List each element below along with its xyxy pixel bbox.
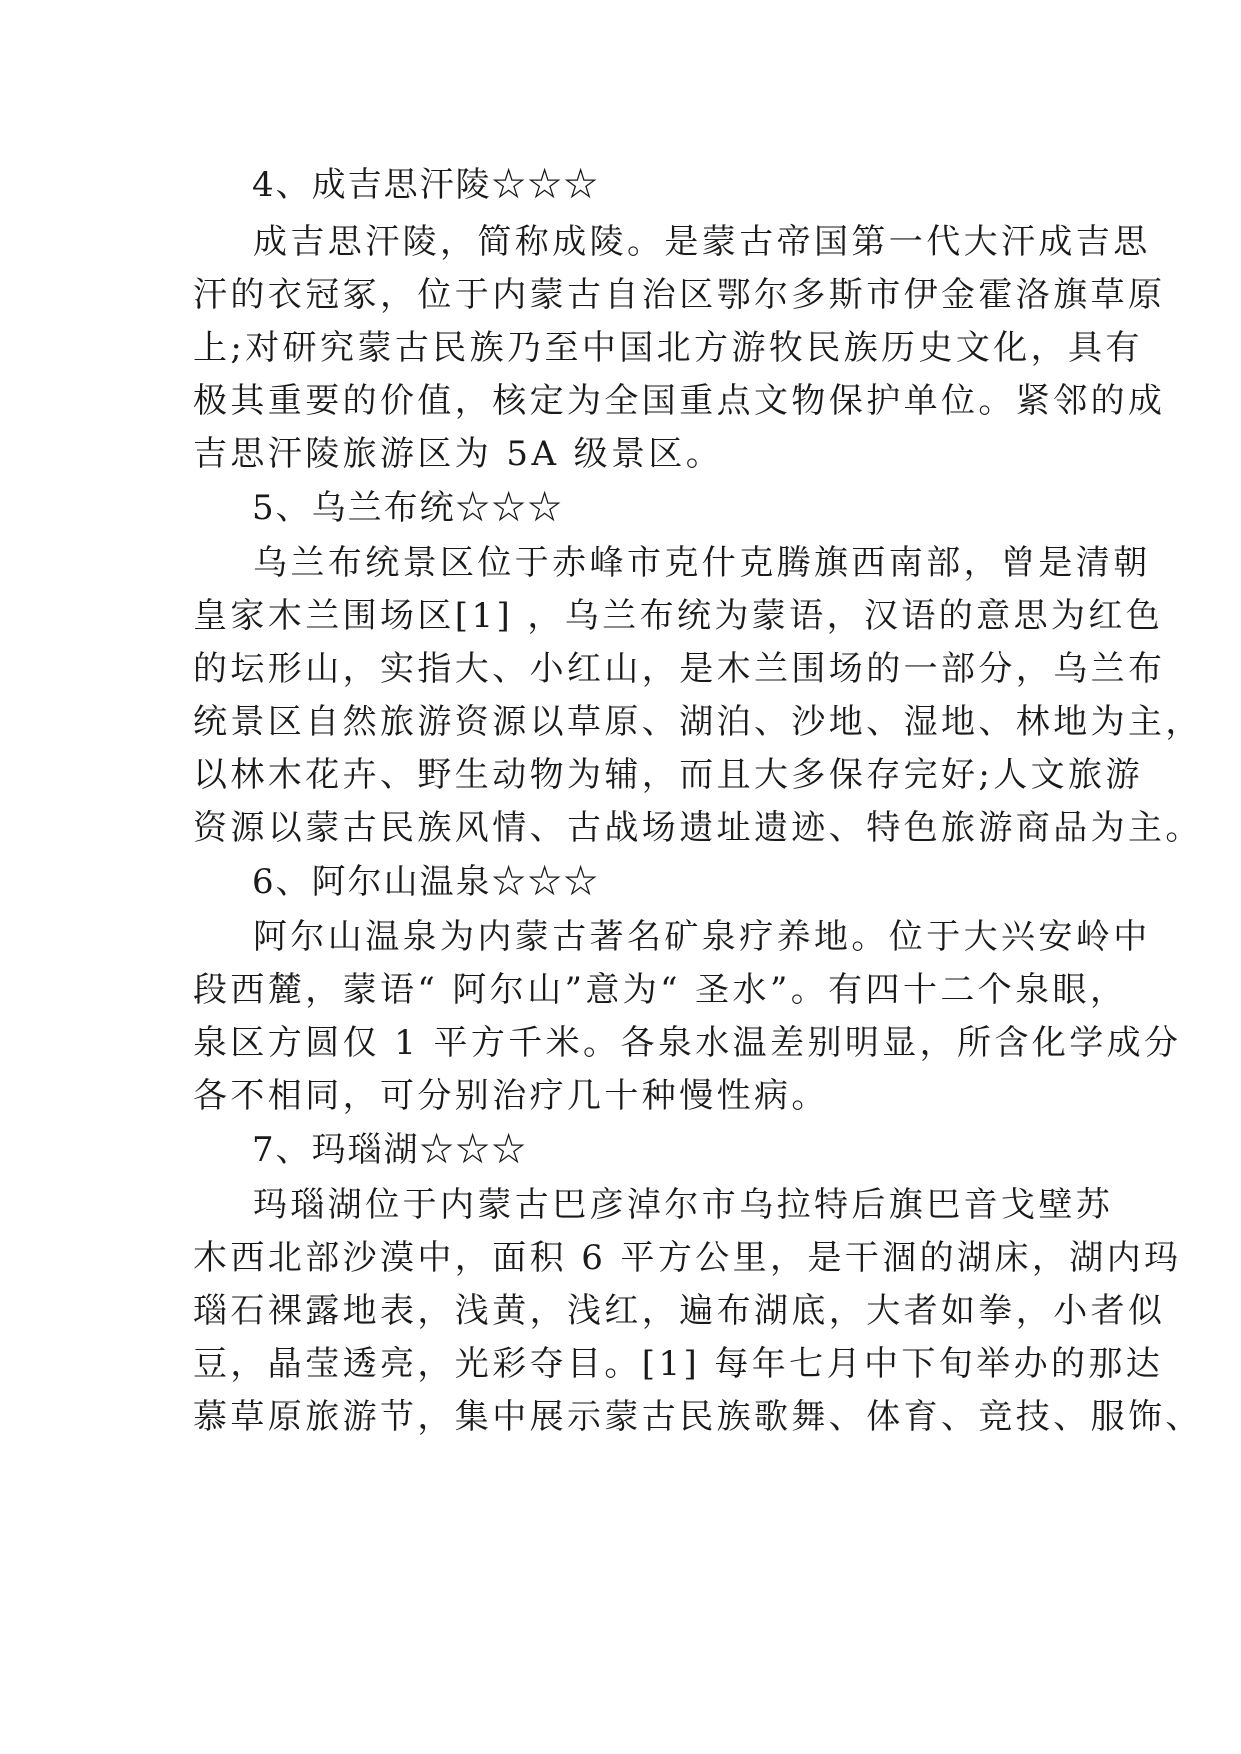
- paragraph-line: 上;对研究蒙古民族乃至中国北方游牧民族历史文化，具有: [193, 328, 1143, 368]
- paragraph-line: 阿尔山温泉为内蒙古著名矿泉疗养地。位于大兴安岭中: [253, 917, 1151, 957]
- section-heading: 7、玛瑙湖☆☆☆: [252, 1130, 528, 1170]
- paragraph-line: 汗的衣冠冢，位于内蒙古自治区鄂尔多斯市伊金霍洛旗草原: [193, 275, 1166, 315]
- paragraph-line: 木西北部沙漠中，面积 6 平方公里，是干涸的湖床，湖内玛: [193, 1238, 1182, 1278]
- section-heading: 5、乌兰布统☆☆☆: [252, 488, 564, 528]
- paragraph-line: 资源以蒙古民族风情、古战场遗址遗迹、特色旅游商品为主。: [193, 808, 1203, 848]
- paragraph-line: 泉区方圆仅 1 平方千米。各泉水温差别明显，所含化学成分: [193, 1023, 1182, 1063]
- paragraph-line: 的坛形山，实指大、小红山，是木兰围场的一部分，乌兰布: [193, 649, 1166, 689]
- paragraph-line: 吉思汗陵旅游区为 5A 级景区。: [193, 434, 724, 474]
- paragraph-line: 瑙石裸露地表，浅黄，浅红，遍布湖底，大者如拳，小者似: [193, 1291, 1166, 1331]
- paragraph-line: 慕草原旅游节，集中展示蒙古民族歌舞、体育、竞技、服饰、: [193, 1397, 1203, 1437]
- paragraph-line: 以林木花卉、野生动物为辅，而且大多保存完好;人文旅游: [193, 755, 1143, 795]
- paragraph-line: 统景区自然旅游资源以草原、湖泊、沙地、湿地、林地为主，: [193, 702, 1203, 742]
- paragraph-line: 段西麓，蒙语“ 阿尔山”意为“ 圣水”。有四十二个泉眼，: [193, 970, 1128, 1010]
- section-heading: 6、阿尔山温泉☆☆☆: [252, 862, 600, 902]
- paragraph-line: 成吉思汗陵，简称成陵。是蒙古帝国第一代大汗成吉思: [253, 222, 1151, 262]
- paragraph-line: 豆，晶莹透亮，光彩夺目。[1] 每年七月中下旬举办的那达: [193, 1344, 1164, 1384]
- paragraph-line: 皇家木兰围场区[1] ，乌兰布统为蒙语，汉语的意思为红色: [193, 596, 1164, 636]
- section-heading: 4、成吉思汗陵☆☆☆: [252, 165, 600, 205]
- paragraph-line: 极其重要的价值，核定为全国重点文物保护单位。紧邻的成: [193, 381, 1166, 421]
- paragraph-line: 玛瑙湖位于内蒙古巴彦淖尔市乌拉特后旗巴音戈壁苏: [253, 1185, 1114, 1225]
- paragraph-line: 各不相同，可分别治疗几十种慢性病。: [193, 1076, 829, 1116]
- paragraph-line: 乌兰布统景区位于赤峰市克什克腾旗西南部，曾是清朝: [253, 543, 1151, 583]
